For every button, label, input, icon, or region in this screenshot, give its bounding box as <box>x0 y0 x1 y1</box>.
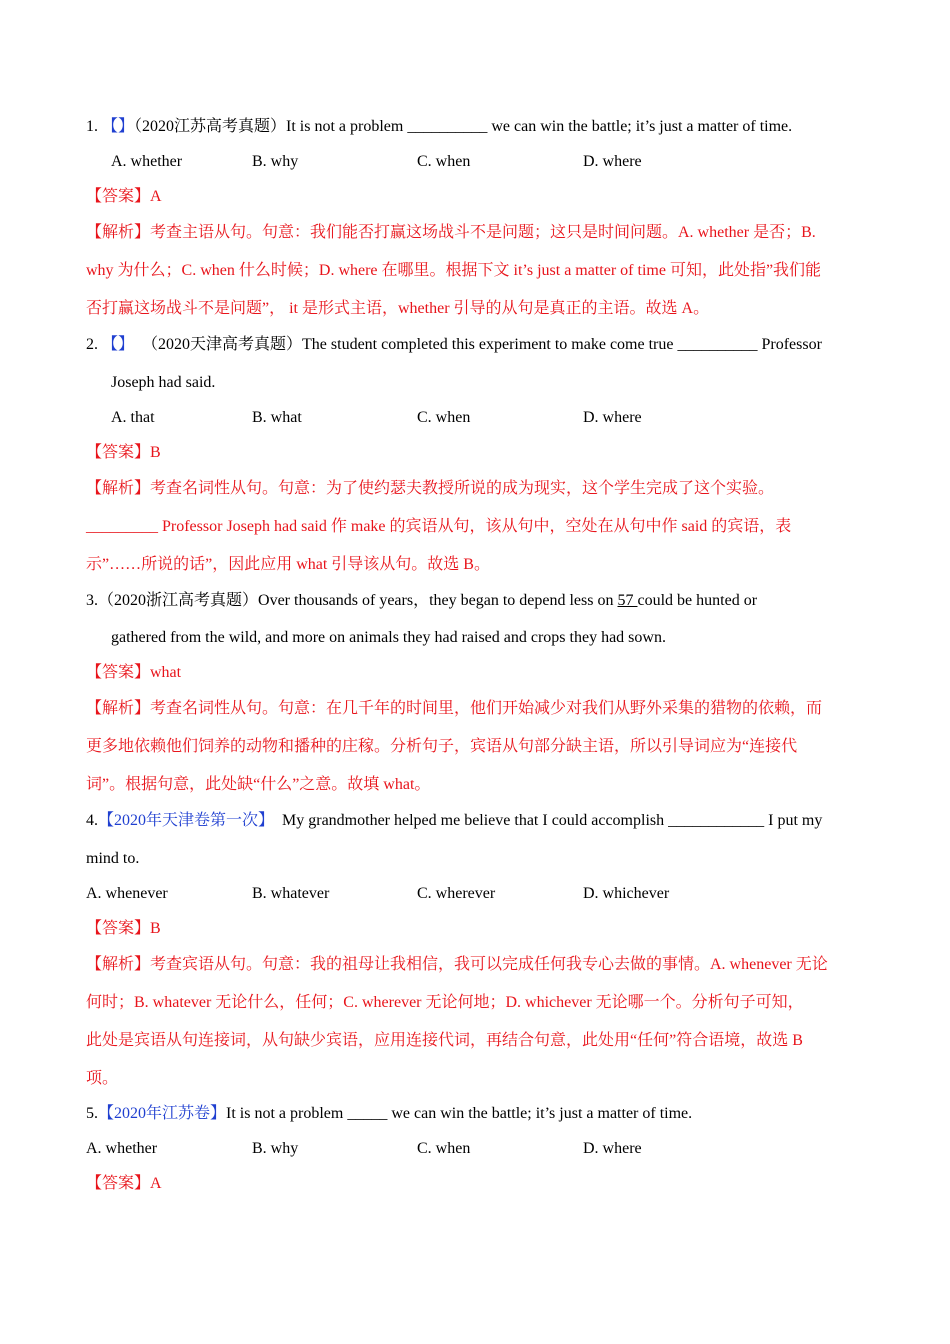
q2-number: 2. <box>86 336 98 353</box>
q2-tag: 【】 <box>102 336 135 353</box>
q2-analysis-line-3: 示”……所说的话”，因此应用 what 引导该从句。故选 B。 <box>86 556 490 573</box>
q3-analysis-line-1: 【解析】考查名词性从句。句意：在几千年的时间里，他们开始减少对我们从野外采集的猎物的依赖，而 <box>86 700 823 717</box>
q1-option-b: B. why <box>252 153 299 170</box>
q1-analysis-line-2: why 为什么；C. when 什么时候；D. where 在哪里。根据下文 it’s just a matter of time 可知，此处指”我们能 <box>86 262 822 279</box>
q3-stem-line-1 <box>86 591 757 611</box>
q2-stem-line-2: Joseph had said. <box>111 374 216 391</box>
q4-number: 4. <box>86 812 98 829</box>
q2-analysis-line-1: 【解析】考查名词性从句。句意：为了使约瑟夫教授所说的成为现实，这个学生完成了这个实验。 <box>86 480 775 497</box>
q2-option-b: B. what <box>252 409 302 426</box>
q4-analysis-line-2: 何时；B. whatever 无论什么，任何；C. wherever 无论何地；D. whichever 无论哪一个。分析句子可知， <box>86 994 804 1011</box>
q4-stem-1: My grandmother helped me believe that I could accomplish ____________ I put my <box>282 812 823 829</box>
q5-option-c: C. when <box>417 1140 471 1157</box>
q1-source: （2020江苏高考真题） <box>134 118 287 135</box>
q1-stem: It is not a problem __________ we can win the battle; it’s just a matter of time. <box>286 118 793 135</box>
q4-stem-line-2: mind to. <box>86 850 140 867</box>
q1-analysis-line-3: 否打赢这场战斗不是问题”， it 是形式主语，whether 引导的从句是真正的主语。故选 A。 <box>86 300 710 317</box>
q3-analysis-line-3: 词”。根据句意，此处缺“什么”之意。故填 what。 <box>86 776 431 793</box>
q1-option-a: A. whether <box>111 153 183 170</box>
q4-analysis-line-4: 项。 <box>86 1070 119 1087</box>
q2-analysis-line-2: _________ Professor Joseph had said 作 make 的宾语从句，该从句中，空处在从句中作 said 的宾语，表 <box>86 518 792 535</box>
q1-stem-line <box>86 117 792 137</box>
q2-option-d: D. where <box>583 409 642 426</box>
q5-source: 【2020年江苏卷】 <box>98 1105 227 1122</box>
q4-source: 【2020年天津卷第一次】 <box>98 812 275 829</box>
q5-option-a: A. whether <box>86 1140 158 1157</box>
q2-source: （2020天津高考真题） <box>142 336 303 353</box>
q2-stem-line-1 <box>86 335 822 355</box>
q1-analysis-line-1: 【解析】考查主语从句。句意：我们能否打赢这场战斗不是问题；这只是时间问题。A. whether 是否；B. <box>86 224 816 241</box>
q3-stem-1a: Over thousands of years，they began to depend less on <box>258 592 618 609</box>
q3-stem-1b: could be hunted or <box>637 592 758 609</box>
q2-option-a: A. that <box>111 409 155 426</box>
q3-analysis-line-2: 更多地依赖他们饲养的动物和播种的庄稼。分析句子，宾语从句部分缺主语，所以引导词应为“连接代 <box>86 738 798 755</box>
q3-number: 3. <box>86 592 98 609</box>
q5-stem-line <box>86 1104 692 1124</box>
q1-option-d: D. where <box>583 153 642 170</box>
q3-blank-number: 57 <box>617 592 638 609</box>
q1-tag: 【】 <box>102 118 135 135</box>
q4-analysis-line-1: 【解析】考查宾语从句。句意：我的祖母让我相信，我可以完成任何我专心去做的事情。A. whenever 无论 <box>86 956 828 973</box>
q5-number: 5. <box>86 1105 98 1122</box>
q1-answer: 【答案】A <box>86 188 162 205</box>
q3-stem-line-2: gathered from the wild, and more on animals they had raised and crops they had sown. <box>111 629 666 646</box>
q4-option-a: A. whenever <box>86 885 168 902</box>
q2-answer: 【答案】B <box>86 444 161 461</box>
q3-source: （2020浙江高考真题） <box>98 592 259 609</box>
q5-answer: 【答案】A <box>86 1175 162 1192</box>
q4-option-c: C. wherever <box>417 885 496 902</box>
q4-answer: 【答案】B <box>86 920 161 937</box>
q5-option-d: D. where <box>583 1140 642 1157</box>
q3-answer: 【答案】what <box>86 664 182 681</box>
q5-stem: It is not a problem _____ we can win the battle; it’s just a matter of time. <box>226 1105 693 1122</box>
q2-stem-1: The student completed this experiment to make come true __________ Professor <box>302 336 822 353</box>
q4-option-b: B. whatever <box>252 885 330 902</box>
q4-option-d: D. whichever <box>583 885 670 902</box>
q2-option-c: C. when <box>417 409 471 426</box>
q5-option-b: B. why <box>252 1140 299 1157</box>
q4-stem-line-1 <box>86 811 822 831</box>
q1-number: 1. <box>86 118 98 135</box>
q4-analysis-line-3: 此处是宾语从句连接词，从句缺少宾语，应用连接代词，再结合句意，此处用“任何”符合语境，故选 B <box>86 1032 803 1049</box>
q1-option-c: C. when <box>417 153 471 170</box>
